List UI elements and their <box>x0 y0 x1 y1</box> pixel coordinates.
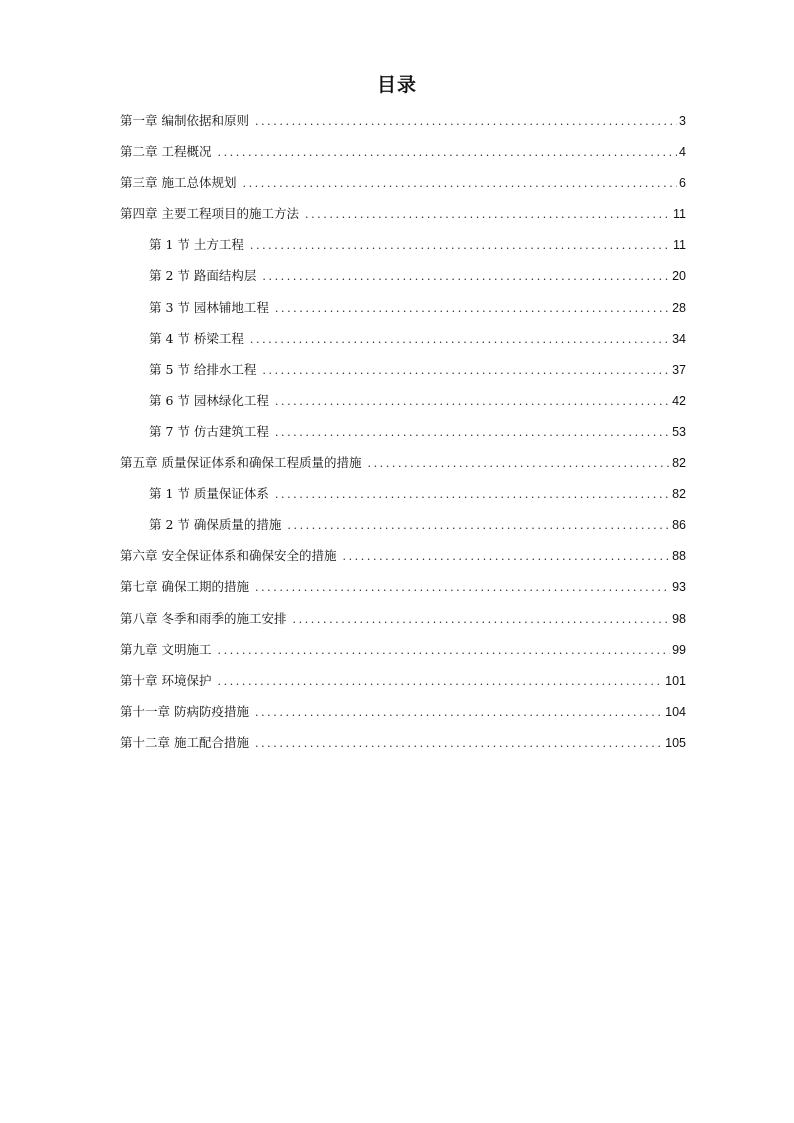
toc-entry-label: 第 3 节 园林铺地工程 <box>149 299 269 315</box>
toc-entry-label: 第 2 节 确保质量的措施 <box>149 517 282 533</box>
toc-dot-leader <box>255 109 677 135</box>
toc-entry-label: 第十二章 施工配合措施 <box>120 734 249 750</box>
toc-entry-label: 第十一章 防病防疫措施 <box>120 703 249 719</box>
toc-dot-leader <box>217 140 677 166</box>
toc-chapter-entry[interactable] <box>120 574 686 605</box>
toc-chapter-entry[interactable] <box>120 699 686 730</box>
toc-page-number: 20 <box>672 269 686 284</box>
toc-chapter-entry[interactable] <box>120 450 686 481</box>
toc-entry-label: 第 6 节 园林绿化工程 <box>149 392 269 408</box>
toc-entry-label: 第 5 节 给排水工程 <box>149 361 257 377</box>
toc-entry-label: 第 2 节 路面结构层 <box>149 268 257 284</box>
toc-page-number: 104 <box>665 704 686 719</box>
toc-page-number: 4 <box>679 145 686 160</box>
toc-dot-leader <box>367 451 670 477</box>
toc-dot-leader <box>275 482 670 508</box>
toc-dot-leader <box>342 544 670 570</box>
toc-dot-leader <box>275 296 670 322</box>
toc-page-number: 101 <box>665 673 686 688</box>
toc-entry-label: 第 4 节 桥梁工程 <box>149 330 244 346</box>
toc-dot-leader <box>250 233 671 259</box>
toc-chapter-entry[interactable] <box>120 170 686 201</box>
toc-chapter-entry[interactable] <box>120 201 686 232</box>
toc-section-entry[interactable] <box>120 295 686 326</box>
toc-chapter-entry[interactable] <box>120 606 686 637</box>
toc-page-number: 82 <box>672 487 686 502</box>
toc-section-entry[interactable] <box>120 357 686 388</box>
toc-entry-label: 第九章 文明施工 <box>120 641 212 657</box>
toc-dot-leader <box>305 202 671 228</box>
toc-page-number: 34 <box>672 331 686 346</box>
toc-dot-leader <box>255 731 663 757</box>
toc-dot-leader <box>275 389 670 415</box>
toc-entry-label: 第四章 主要工程项目的施工方法 <box>120 206 299 222</box>
toc-page-number: 82 <box>672 456 686 471</box>
toc-entry-label: 第三章 施工总体规划 <box>120 175 237 191</box>
toc-page-number: 98 <box>672 611 686 626</box>
toc-entry-label: 第 1 节 质量保证体系 <box>149 486 269 502</box>
toc-dot-leader <box>242 171 677 197</box>
toc-entry-label: 第七章 确保工期的措施 <box>120 579 249 595</box>
toc-entry-label: 第二章 工程概况 <box>120 144 212 160</box>
toc-dot-leader <box>287 513 670 539</box>
toc-chapter-entry[interactable] <box>120 637 686 668</box>
toc-entry-label: 第八章 冬季和雨季的施工安排 <box>120 610 287 626</box>
toc-page-number: 99 <box>672 642 686 657</box>
toc-title: 目录 <box>376 74 417 96</box>
toc-dot-leader <box>217 669 663 695</box>
toc-dot-leader <box>255 700 663 726</box>
toc-section-entry[interactable] <box>120 419 686 450</box>
toc-page-number: 88 <box>672 549 686 564</box>
toc-dot-leader <box>255 575 670 601</box>
toc-page-number: 11 <box>673 207 686 222</box>
toc-page-number: 28 <box>672 300 686 315</box>
toc-entry-label: 第五章 质量保证体系和确保工程质量的措施 <box>120 455 362 471</box>
toc-entry-label: 第 1 节 土方工程 <box>149 237 244 253</box>
toc-page-number: 6 <box>679 176 686 191</box>
toc-section-entry[interactable] <box>120 326 686 357</box>
toc-page-number: 53 <box>672 424 686 439</box>
toc-section-entry[interactable] <box>120 481 686 512</box>
toc-chapter-entry[interactable] <box>120 730 686 761</box>
toc-chapter-entry[interactable] <box>120 108 686 139</box>
toc-entry-label: 第一章 编制依据和原则 <box>120 113 249 128</box>
toc-dot-leader <box>217 638 670 664</box>
toc-section-entry[interactable] <box>120 263 686 294</box>
toc-dot-leader <box>275 420 670 446</box>
toc-chapter-entry[interactable] <box>120 543 686 574</box>
table-of-contents <box>120 108 686 761</box>
toc-dot-leader <box>292 607 670 633</box>
toc-dot-leader <box>262 358 670 384</box>
toc-page-number: 3 <box>679 114 686 128</box>
toc-entry-label: 第六章 安全保证体系和确保安全的措施 <box>120 548 337 564</box>
toc-dot-leader <box>250 327 670 353</box>
toc-entry-label: 第 7 节 仿古建筑工程 <box>149 423 269 439</box>
toc-page-number: 42 <box>672 393 686 408</box>
toc-section-entry[interactable] <box>120 388 686 419</box>
toc-page-number: 37 <box>672 362 686 377</box>
toc-chapter-entry[interactable] <box>120 139 686 170</box>
toc-dot-leader <box>262 264 670 290</box>
toc-page-number: 105 <box>665 735 686 750</box>
toc-entry-label: 第十章 环境保护 <box>120 672 212 688</box>
toc-section-entry[interactable] <box>120 512 686 543</box>
toc-page-number: 86 <box>672 518 686 533</box>
toc-page-number: 11 <box>673 238 686 253</box>
toc-section-entry[interactable] <box>120 232 686 263</box>
toc-page-number: 93 <box>672 580 686 595</box>
toc-chapter-entry[interactable] <box>120 668 686 699</box>
